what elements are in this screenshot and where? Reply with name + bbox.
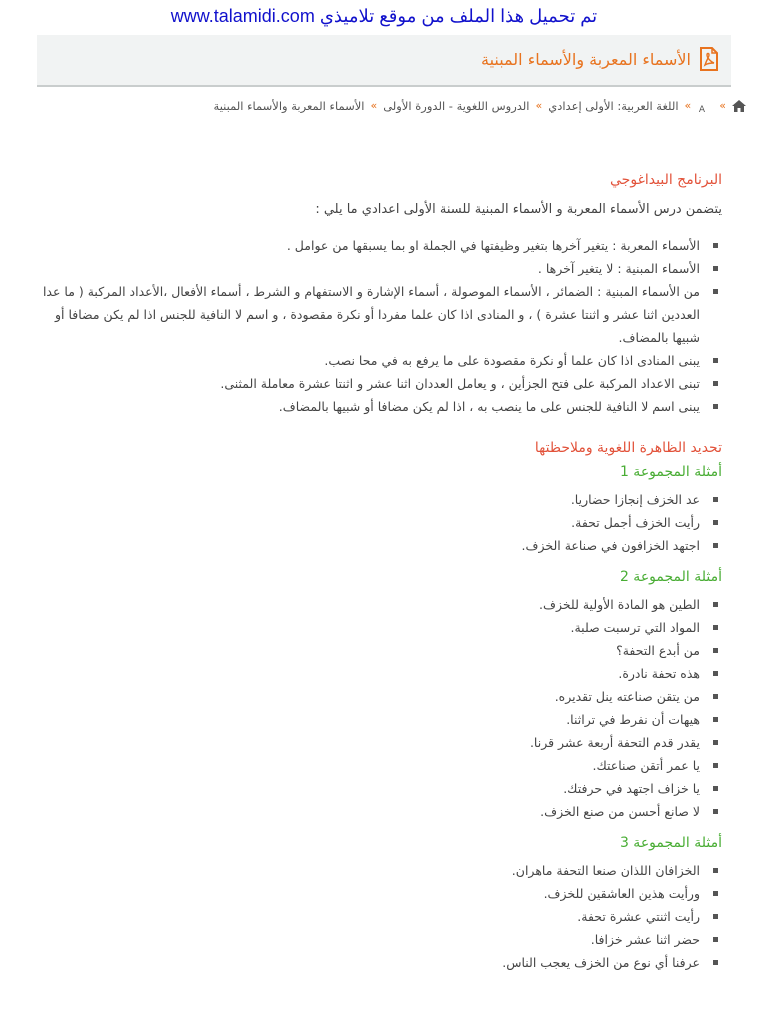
group-1-title: أمثلة المجموعة 1 — [619, 464, 722, 480]
list-item: الخزافان اللذان صنعا التحفة ماهران. — [42, 859, 722, 882]
list-item: الأسماء المعربة : يتغير آخرها بتغير وظيفتها في الجملة او بما يسبقها من عوامل . — [42, 234, 722, 257]
group-3-title: أمثلة المجموعة 3 — [619, 835, 722, 851]
list-item: المواد التي ترسبت صلبة. — [42, 616, 722, 639]
list-item: الطين هو المادة الأولية للخزف. — [42, 593, 722, 616]
list-item: رأيت اثنتي عشرة تحفة. — [42, 905, 722, 928]
list-item: يا خزاف اجتهد في حرفتك. — [42, 777, 722, 800]
list-item: هيهات أن نفرط في تراثنا. — [42, 708, 722, 731]
list-item: تبنى الاعداد المركبة على فتح الجزأين ، و يعامل العددان اثنا عشر و اثنتا عشرة معاملة المثنى. — [42, 372, 722, 395]
home-icon[interactable] — [732, 100, 746, 112]
list-item: هذه تحفة نادرة. — [42, 662, 722, 685]
list-item: من الأسماء المبنية : الضمائر ، الأسماء الموصولة ، أسماء الإشارة و الاستفهام و الشرط ، أسماء الأفعال ،الأعداد المركبة ( ما عدا العددين اثنا عشر و اثنتا عشرة ) ، و المنادى اذا كان علما مفردا أو نكرة مقصودة ، و اسم لا النافية للجنس اذا لم يكن مضافا أو شبيها بالمضاف. — [42, 280, 722, 349]
group-2-title: أمثلة المجموعة 2 — [619, 569, 722, 585]
list-item: من يتقن صناعته ينل تقديره. — [42, 685, 722, 708]
list-item: يا عمر أتقن صناعتك. — [42, 754, 722, 777]
program-heading: البرنامج البيداغوجي — [610, 172, 722, 188]
download-notice-text: تم تحميل هذا الملف من موقع تلاميذي — [319, 6, 598, 26]
group-1-list — [42, 488, 722, 557]
breadcrumb-separator: » — [535, 99, 543, 112]
list-item: عرفنا أي نوع من الخزف يعجب الناس. — [42, 951, 722, 974]
list-item: الأسماء المبنية : لا يتغير آخرها . — [42, 257, 722, 280]
page-header — [37, 35, 731, 87]
examples-heading: تحديد الظاهرة اللغوية وملاحظتها — [534, 440, 722, 456]
list-item: يقدر قدم التحفة أربعة عشر قرنا. — [42, 731, 722, 754]
translate-icon[interactable] — [697, 99, 713, 113]
list-item: حضر اثنا عشر خزافا. — [42, 928, 722, 951]
download-notice-url[interactable]: www.talamidi.com — [170, 6, 315, 26]
breadcrumb-separator: » — [719, 99, 726, 112]
list-item: اجتهد الخزافون في صناعة الخزف. — [42, 534, 722, 557]
breadcrumb-separator: » — [684, 99, 692, 112]
list-item: عد الخزف إنجازا حضاريا. — [42, 488, 722, 511]
page-title: الأسماء المعربة والأسماء المبنية — [480, 50, 691, 69]
list-item: يبنى المنادى اذا كان علما أو نكرة مقصودة على ما يرفع به في محا نصب. — [42, 349, 722, 372]
breadcrumb-item-lessons[interactable]: الدروس اللغوية - الدورة الأولى — [383, 99, 530, 113]
breadcrumb-separator: » — [370, 99, 378, 112]
breadcrumb-item-subject[interactable]: اللغة العربية: الأولى إعدادي — [548, 99, 679, 113]
lesson-content — [42, 170, 722, 984]
list-item: ورأيت هذين العاشقين للخزف. — [42, 882, 722, 905]
list-item: من أبدع التحفة؟ — [42, 639, 722, 662]
download-notice — [0, 4, 768, 28]
program-intro: يتضمن درس الأسماء المعربة و الأسماء المبنية للسنة الأولى اعدادي ما يلي : — [315, 202, 722, 217]
group-2-list — [42, 593, 722, 823]
svg-text:A: A — [699, 105, 706, 113]
list-item: يبنى اسم لا النافية للجنس على ما ينصب به ، اذا لم يكن مضافا أو شبيها بالمضاف. — [42, 395, 722, 418]
pdf-icon[interactable] — [699, 47, 719, 71]
breadcrumb — [214, 96, 746, 116]
list-item: رأيت الخزف أجمل تحفة. — [42, 511, 722, 534]
breadcrumb-item-current: الأسماء المعربة والأسماء المبنية — [213, 99, 365, 113]
list-item: لا صانع أحسن من صنع الخزف. — [42, 800, 722, 823]
program-list — [42, 234, 722, 418]
group-3-list — [42, 859, 722, 974]
